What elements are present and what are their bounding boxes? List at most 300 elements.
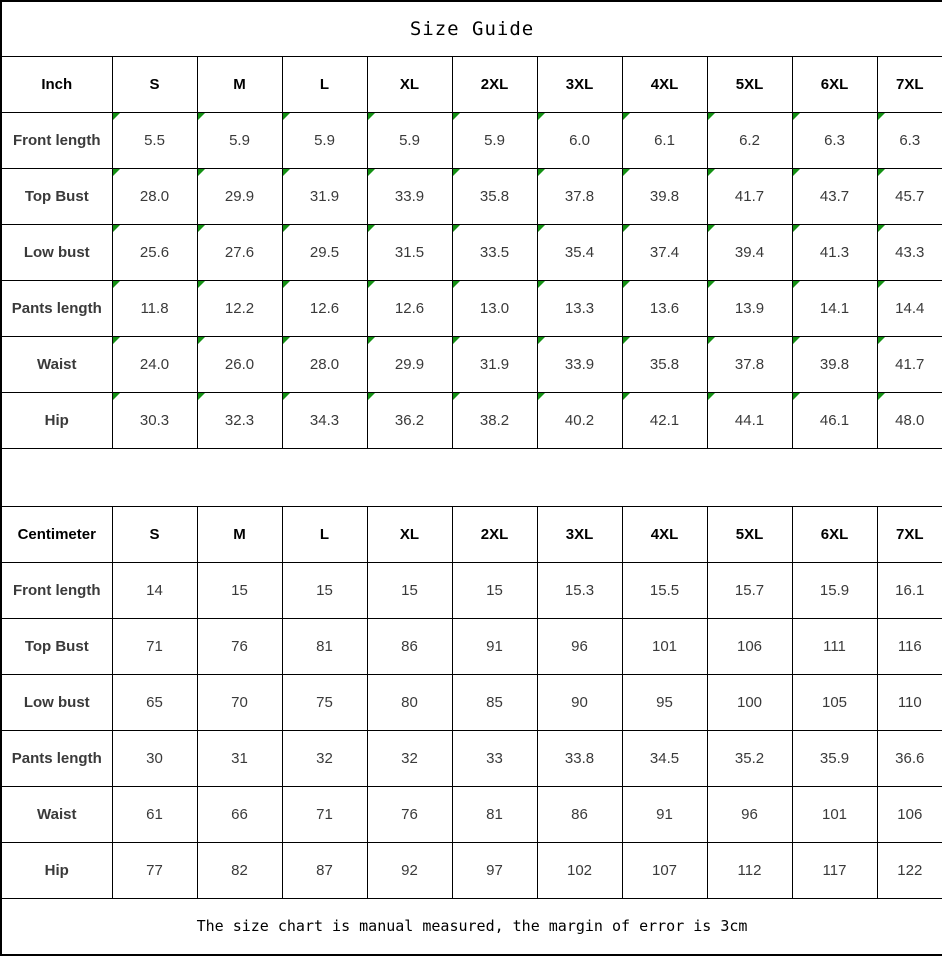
size-value-cell	[792, 674, 877, 730]
row-label-text: Hip	[44, 861, 69, 879]
cell-error-marker-triangle-icon	[878, 337, 886, 345]
cell-error-marker-triangle-icon	[283, 113, 291, 121]
size-value-cell-text: 37.8	[564, 187, 595, 205]
size-value-cell-text: 46.1	[819, 411, 850, 429]
size-value-cell	[197, 730, 282, 786]
size-value-cell	[622, 674, 707, 730]
size-column-header	[707, 506, 792, 562]
cell-error-marker-triangle-icon	[283, 169, 291, 177]
size-value-cell	[622, 112, 707, 168]
size-value-cell-text: 30.3	[139, 411, 170, 429]
size-value-cell	[452, 786, 537, 842]
size-column-header-text: M	[233, 525, 246, 543]
size-value-cell	[197, 112, 282, 168]
size-value-cell-text: 6.2	[739, 131, 760, 149]
size-value-cell-text: 37.4	[649, 243, 680, 261]
size-value-cell	[537, 730, 622, 786]
cell-error-marker-triangle-icon	[368, 169, 376, 177]
size-value-cell-text: 33.9	[564, 355, 595, 373]
size-value-cell	[112, 562, 197, 618]
size-value-cell	[622, 392, 707, 448]
size-value-cell	[452, 392, 537, 448]
size-value-cell-text: 14	[146, 581, 163, 599]
size-value-cell-text: 34.3	[309, 411, 340, 429]
size-value-cell-text: 77	[146, 861, 163, 879]
size-value-cell	[877, 168, 942, 224]
size-column-header-text: M	[233, 75, 246, 93]
size-value-cell-text: 101	[821, 805, 848, 823]
row-label	[1, 618, 112, 674]
size-value-cell	[282, 336, 367, 392]
size-value-cell-text: 15.7	[734, 581, 765, 599]
cell-error-marker-triangle-icon	[198, 337, 206, 345]
size-value-cell	[792, 842, 877, 898]
cell-error-marker-triangle-icon	[538, 337, 546, 345]
size-value-cell-text: 29.9	[224, 187, 255, 205]
row-label	[1, 168, 112, 224]
cell-error-marker-triangle-icon	[113, 281, 121, 289]
size-value-cell	[792, 336, 877, 392]
row-label	[1, 336, 112, 392]
size-value-cell-text: 27.6	[224, 243, 255, 261]
cell-error-marker-triangle-icon	[453, 337, 461, 345]
size-value-cell	[792, 618, 877, 674]
size-value-cell	[282, 842, 367, 898]
size-value-cell-text: 106	[897, 805, 923, 823]
cell-error-marker-triangle-icon	[453, 113, 461, 121]
size-value-cell	[877, 618, 942, 674]
size-value-cell-text: 12.6	[394, 299, 425, 317]
size-value-cell	[197, 224, 282, 280]
size-value-cell-text: 11.8	[140, 299, 169, 317]
size-value-cell	[877, 674, 942, 730]
size-value-cell	[622, 280, 707, 336]
size-value-cell	[792, 112, 877, 168]
size-column-header-text: 3XL	[565, 75, 594, 93]
cell-error-marker-triangle-icon	[878, 225, 886, 233]
cell-error-marker-triangle-icon	[113, 225, 121, 233]
size-value-cell-text: 5.9	[314, 131, 335, 149]
cell-error-marker-triangle-icon	[623, 225, 631, 233]
measurement-row	[1, 336, 942, 392]
size-value-cell	[792, 786, 877, 842]
size-value-cell-text: 25.6	[139, 243, 170, 261]
size-value-cell	[537, 618, 622, 674]
measurement-row	[1, 280, 942, 336]
size-value-cell-text: 15	[401, 581, 418, 599]
size-value-cell-text: 71	[316, 805, 333, 823]
size-value-cell-text: 6.3	[899, 131, 921, 149]
size-value-cell-text: 31	[231, 749, 248, 767]
size-value-cell-text: 112	[737, 861, 762, 879]
unit-label-cell	[1, 56, 112, 112]
size-value-cell-text: 97	[486, 861, 503, 879]
cell-error-marker-triangle-icon	[793, 169, 801, 177]
size-value-cell-text: 110	[897, 693, 922, 711]
size-value-cell	[877, 786, 942, 842]
size-value-cell-text: 31.5	[394, 243, 425, 261]
size-value-cell	[112, 618, 197, 674]
size-column-header-text: XL	[399, 75, 420, 93]
size-value-cell	[877, 336, 942, 392]
size-header-row	[1, 506, 942, 562]
title-section	[1, 1, 942, 56]
cell-error-marker-triangle-icon	[623, 393, 631, 401]
size-value-cell-text: 15.3	[564, 581, 595, 599]
size-value-cell-text: 33.9	[394, 187, 425, 205]
size-value-cell-text: 35.4	[564, 243, 595, 261]
title-row	[1, 1, 942, 56]
size-value-cell-text: 48.0	[895, 411, 925, 429]
size-value-cell	[537, 562, 622, 618]
cell-error-marker-triangle-icon	[708, 169, 716, 177]
cell-error-marker-triangle-icon	[708, 337, 716, 345]
row-label-text: Hip	[44, 411, 69, 429]
size-column-header	[197, 506, 282, 562]
cell-error-marker-triangle-icon	[113, 393, 121, 401]
size-value-cell	[877, 842, 942, 898]
size-value-cell	[622, 336, 707, 392]
size-value-cell	[112, 224, 197, 280]
size-value-cell	[282, 280, 367, 336]
cell-error-marker-triangle-icon	[793, 281, 801, 289]
size-value-cell	[367, 112, 452, 168]
cell-error-marker-triangle-icon	[453, 393, 461, 401]
size-value-cell-text: 80	[401, 693, 418, 711]
size-value-cell-text: 31.9	[479, 355, 510, 373]
size-header-row	[1, 56, 942, 112]
size-value-cell-text: 5.9	[229, 131, 250, 149]
cell-error-marker-triangle-icon	[538, 225, 546, 233]
measurement-row	[1, 392, 942, 448]
size-value-cell-text: 35.8	[649, 355, 680, 373]
cell-error-marker-triangle-icon	[113, 169, 121, 177]
size-value-cell-text: 38.2	[479, 411, 510, 429]
size-value-cell	[707, 336, 792, 392]
size-value-cell	[282, 168, 367, 224]
size-value-cell	[367, 730, 452, 786]
cell-error-marker-triangle-icon	[198, 225, 206, 233]
measurement-row	[1, 562, 942, 618]
size-value-cell	[792, 392, 877, 448]
measurement-row	[1, 618, 942, 674]
cell-error-marker-triangle-icon	[708, 113, 716, 121]
cell-error-marker-triangle-icon	[538, 281, 546, 289]
size-value-cell	[367, 280, 452, 336]
size-value-cell-text: 85	[486, 693, 503, 711]
cell-error-marker-triangle-icon	[878, 113, 886, 121]
size-value-cell	[877, 112, 942, 168]
size-column-header	[622, 56, 707, 112]
size-value-cell-text: 76	[401, 805, 418, 823]
size-value-cell	[112, 280, 197, 336]
size-value-cell	[452, 280, 537, 336]
size-value-cell	[367, 336, 452, 392]
size-value-cell-text: 28.0	[309, 355, 340, 373]
size-value-cell	[622, 842, 707, 898]
row-label-text: Low bust	[23, 693, 90, 711]
size-value-cell-text: 41.3	[819, 243, 850, 261]
size-value-cell-text: 106	[736, 637, 763, 655]
size-value-cell	[197, 280, 282, 336]
row-label-text: Front length	[13, 581, 101, 599]
row-label	[1, 842, 112, 898]
size-value-cell	[877, 224, 942, 280]
size-value-cell	[282, 562, 367, 618]
size-value-cell-text: 122	[897, 861, 923, 879]
size-column-header-text: S	[149, 525, 160, 543]
size-value-cell	[112, 786, 197, 842]
size-value-cell-text: 15	[316, 581, 333, 599]
size-value-cell-text: 12.2	[224, 299, 255, 317]
size-value-cell	[452, 112, 537, 168]
size-value-cell	[877, 562, 942, 618]
size-value-cell-text: 33.5	[479, 243, 510, 261]
size-value-cell-text: 91	[656, 805, 673, 823]
size-value-cell	[707, 562, 792, 618]
size-value-cell-text: 33.8	[564, 749, 595, 767]
size-value-cell	[367, 224, 452, 280]
size-column-header-text: 5XL	[735, 525, 764, 543]
row-label	[1, 562, 112, 618]
size-value-cell-text: 5.5	[144, 131, 165, 149]
size-value-cell	[282, 224, 367, 280]
size-value-cell	[197, 168, 282, 224]
cell-error-marker-triangle-icon	[453, 169, 461, 177]
size-value-cell	[622, 786, 707, 842]
size-value-cell-text: 12.6	[309, 299, 340, 317]
size-value-cell	[877, 280, 942, 336]
cell-error-marker-triangle-icon	[538, 393, 546, 401]
size-value-cell-text: 40.2	[564, 411, 595, 429]
size-value-cell-text: 87	[316, 861, 333, 879]
cell-error-marker-triangle-icon	[198, 281, 206, 289]
size-column-header	[877, 506, 942, 562]
size-value-cell	[282, 618, 367, 674]
size-value-cell-text: 42.1	[649, 411, 680, 429]
size-value-cell-text: 105	[821, 693, 848, 711]
size-value-cell	[792, 280, 877, 336]
cell-error-marker-triangle-icon	[623, 337, 631, 345]
row-label-text: Pants length	[11, 749, 102, 767]
row-label-text: Top Bust	[24, 637, 89, 655]
size-value-cell	[452, 562, 537, 618]
size-value-cell-text: 15	[231, 581, 248, 599]
size-value-cell-text: 24.0	[139, 355, 170, 373]
size-column-header	[622, 506, 707, 562]
size-value-cell	[112, 842, 197, 898]
size-column-header-text: 2XL	[480, 75, 509, 93]
cell-error-marker-triangle-icon	[878, 393, 886, 401]
inch-table-section	[1, 56, 942, 448]
size-value-cell-text: 14.4	[895, 299, 925, 317]
size-column-header-text: 3XL	[565, 525, 594, 543]
row-label	[1, 730, 112, 786]
size-value-cell	[537, 168, 622, 224]
size-value-cell	[622, 168, 707, 224]
row-label-text: Waist	[37, 805, 77, 823]
page-title: Size Guide	[1, 1, 942, 56]
size-value-cell-text: 117	[822, 861, 847, 879]
cell-error-marker-triangle-icon	[283, 337, 291, 345]
size-value-cell	[792, 730, 877, 786]
cell-error-marker-triangle-icon	[793, 113, 801, 121]
row-label-text: Waist	[37, 355, 77, 373]
size-column-header	[112, 56, 197, 112]
size-value-cell-text: 26.0	[224, 355, 255, 373]
size-value-cell-text: 111	[823, 637, 846, 655]
cell-error-marker-triangle-icon	[113, 113, 121, 121]
size-value-cell	[537, 112, 622, 168]
size-column-header	[792, 56, 877, 112]
row-label-text: Low bust	[23, 243, 90, 261]
size-value-cell-text: 65	[146, 693, 163, 711]
footer-note: The size chart is manual measured, the margin of error is 3cm	[1, 898, 942, 955]
size-value-cell-text: 6.1	[654, 131, 675, 149]
size-value-cell	[622, 618, 707, 674]
size-value-cell	[367, 786, 452, 842]
size-value-cell	[367, 618, 452, 674]
cell-error-marker-triangle-icon	[538, 169, 546, 177]
cell-error-marker-triangle-icon	[283, 281, 291, 289]
size-column-header-text: S	[149, 75, 160, 93]
cell-error-marker-triangle-icon	[623, 281, 631, 289]
size-value-cell	[197, 674, 282, 730]
size-value-cell	[707, 730, 792, 786]
size-value-cell	[452, 336, 537, 392]
size-value-cell-text: 29.9	[394, 355, 425, 373]
size-value-cell	[707, 674, 792, 730]
cell-error-marker-triangle-icon	[708, 393, 716, 401]
size-value-cell-text: 81	[486, 805, 503, 823]
size-value-cell-text: 39.8	[649, 187, 680, 205]
cell-error-marker-triangle-icon	[878, 281, 886, 289]
size-value-cell-text: 101	[651, 637, 678, 655]
size-value-cell-text: 28.0	[139, 187, 170, 205]
size-value-cell-text: 35.8	[479, 187, 510, 205]
size-value-cell	[367, 392, 452, 448]
size-value-cell	[537, 674, 622, 730]
cell-error-marker-triangle-icon	[368, 393, 376, 401]
row-label	[1, 280, 112, 336]
unit-label-cell	[1, 506, 112, 562]
size-value-cell-text: 44.1	[734, 411, 765, 429]
size-value-cell	[537, 842, 622, 898]
size-value-cell-text: 31.9	[309, 187, 340, 205]
row-label	[1, 786, 112, 842]
size-value-cell	[537, 392, 622, 448]
size-value-cell-text: 86	[401, 637, 418, 655]
size-value-cell	[112, 730, 197, 786]
centimeter-table-section	[1, 506, 942, 898]
size-value-cell	[367, 842, 452, 898]
size-value-cell	[877, 392, 942, 448]
table-spacer-row	[1, 448, 942, 506]
size-value-cell	[452, 842, 537, 898]
size-value-cell-text: 5.9	[484, 131, 505, 149]
size-value-cell-text: 43.3	[895, 243, 925, 261]
size-value-cell-text: 13.9	[734, 299, 765, 317]
size-column-header-text: 6XL	[820, 525, 849, 543]
size-value-cell-text: 43.7	[819, 187, 850, 205]
size-column-header	[367, 56, 452, 112]
size-column-header-text: L	[319, 75, 330, 93]
size-value-cell	[877, 730, 942, 786]
size-value-cell-text: 29.5	[309, 243, 340, 261]
measurement-row	[1, 786, 942, 842]
cell-error-marker-triangle-icon	[453, 225, 461, 233]
size-value-cell	[707, 786, 792, 842]
cell-error-marker-triangle-icon	[623, 169, 631, 177]
size-value-cell	[452, 224, 537, 280]
size-value-cell	[452, 618, 537, 674]
size-value-cell	[112, 112, 197, 168]
size-value-cell-text: 13.0	[479, 299, 510, 317]
size-value-cell-text: 91	[486, 637, 503, 655]
size-value-cell-text: 14.1	[819, 299, 850, 317]
size-value-cell-text: 16.1	[895, 581, 925, 599]
size-column-header	[197, 56, 282, 112]
size-value-cell-text: 116	[897, 637, 922, 655]
size-column-header-text: 6XL	[820, 75, 849, 93]
size-value-cell-text: 36.2	[394, 411, 425, 429]
size-column-header	[112, 506, 197, 562]
cell-error-marker-triangle-icon	[453, 281, 461, 289]
row-label-text: Pants length	[11, 299, 102, 317]
measurement-row	[1, 674, 942, 730]
size-value-cell	[792, 224, 877, 280]
size-value-cell-text: 13.3	[564, 299, 595, 317]
size-value-cell	[792, 168, 877, 224]
size-value-cell	[707, 280, 792, 336]
row-label	[1, 392, 112, 448]
size-value-cell-text: 13.6	[649, 299, 680, 317]
size-value-cell	[112, 168, 197, 224]
size-column-header	[282, 56, 367, 112]
size-value-cell-text: 66	[231, 805, 248, 823]
size-column-header-text: 2XL	[480, 525, 509, 543]
size-value-cell-text: 107	[651, 861, 678, 879]
size-value-cell-text: 45.7	[895, 187, 925, 205]
size-value-cell	[537, 280, 622, 336]
size-value-cell	[367, 168, 452, 224]
size-value-cell	[622, 562, 707, 618]
size-value-cell-text: 36.6	[895, 749, 925, 767]
size-value-cell-text: 100	[736, 693, 763, 711]
size-value-cell-text: 35.9	[819, 749, 850, 767]
size-value-cell-text: 5.9	[399, 131, 420, 149]
size-value-cell	[282, 674, 367, 730]
size-value-cell	[282, 786, 367, 842]
size-value-cell	[452, 730, 537, 786]
spacer-section	[1, 448, 942, 506]
cell-error-marker-triangle-icon	[793, 393, 801, 401]
cell-error-marker-triangle-icon	[368, 337, 376, 345]
size-column-header	[537, 56, 622, 112]
size-value-cell-text: 95	[656, 693, 673, 711]
size-value-cell-text: 71	[146, 637, 163, 655]
size-column-header	[452, 56, 537, 112]
size-value-cell-text: 81	[316, 637, 333, 655]
size-value-cell	[282, 112, 367, 168]
size-value-cell	[707, 112, 792, 168]
cell-error-marker-triangle-icon	[283, 225, 291, 233]
size-value-cell-text: 90	[571, 693, 588, 711]
size-value-cell-text: 92	[401, 861, 418, 879]
size-value-cell-text: 30	[146, 749, 163, 767]
size-column-header	[452, 506, 537, 562]
size-value-cell	[367, 674, 452, 730]
